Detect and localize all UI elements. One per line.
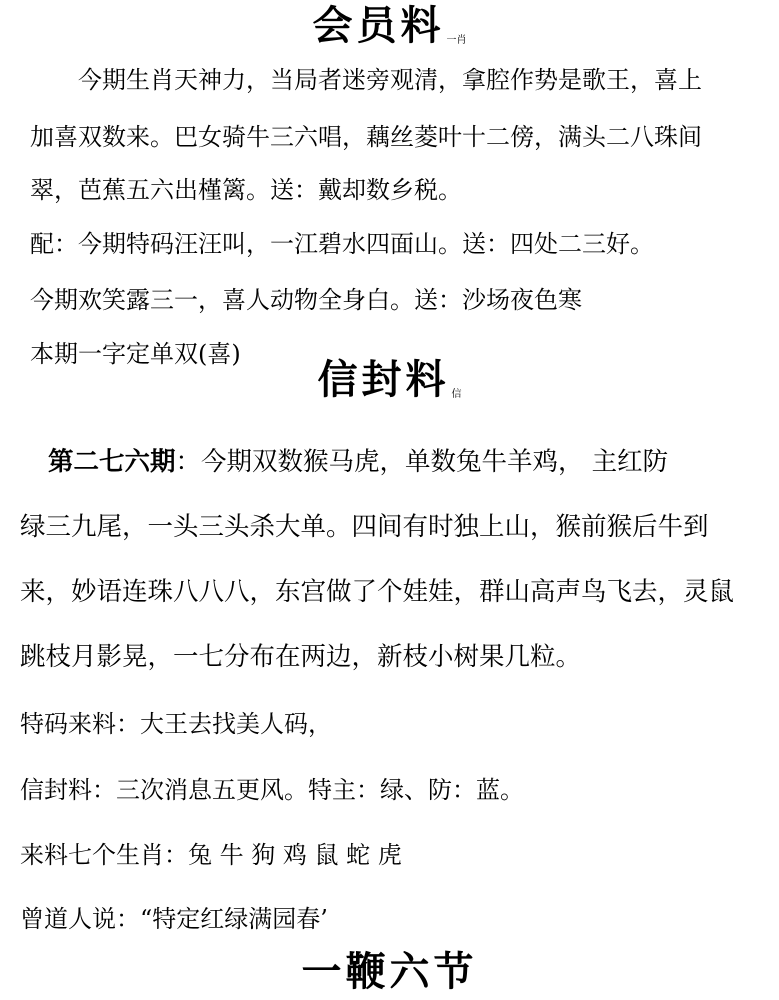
text-line: 来，妙语连珠八八八，东宫做了个娃娃，群山高声鸟飞去，灵鼠 [20,577,735,607]
text-line: 绿三九尾，一头三头杀大单。四间有时独上山，猴前猴后牛到 [20,512,709,542]
text-line: 跳枝月影晃，一七分布在两边，新枝小树果几粒。 [20,642,582,672]
text-line: 来料七个生肖：兔 牛 狗 鸡 鼠 蛇 虎 [20,841,402,869]
issue-text: ：今期双数猴马虎，单数兔牛羊鸡， 主红防 [175,447,669,477]
section-title-member [0,3,779,49]
text-line: 配：今期特码汪汪叫，一江碧水四面山。送：四处二三好。 [30,230,654,258]
text-line: 翠，芭蕉五六出槿篱。送：戴却数乡税。 [30,176,462,204]
section-title-text: 一鞭六节 [301,949,478,995]
title-annotation: 一肖 [446,35,467,46]
text-line: 本期一字定单双(喜) [30,340,241,368]
text-line: 曾道人说：“特定红绿满园春’ [20,905,328,933]
text-line: 特码来料：大王去找美人码， [20,710,332,738]
text-line: 今期欢笑露三一，喜人动物全身白。送：沙场夜色寒 [30,286,582,314]
issue-paragraph-line [48,447,669,477]
section-title-envelope [0,357,779,403]
section-title-text: 会员料 [312,3,445,49]
issue-label: 第二七六期 [48,447,176,477]
text-line: 加喜双数来。巴女骑牛三六唱，藕丝菱叶十二傍，满头二八珠间 [30,123,702,151]
section-title-text: 信封料 [317,357,450,403]
text-line: 信封料：三次消息五更风。特主：绿、防：蓝。 [20,776,524,804]
title-annotation: 信 [451,389,462,400]
text-line: 今期生肖天神力，当局者迷旁观清，拿腔作势是歌王，喜上 [78,66,702,94]
section-title-whip [0,949,779,995]
